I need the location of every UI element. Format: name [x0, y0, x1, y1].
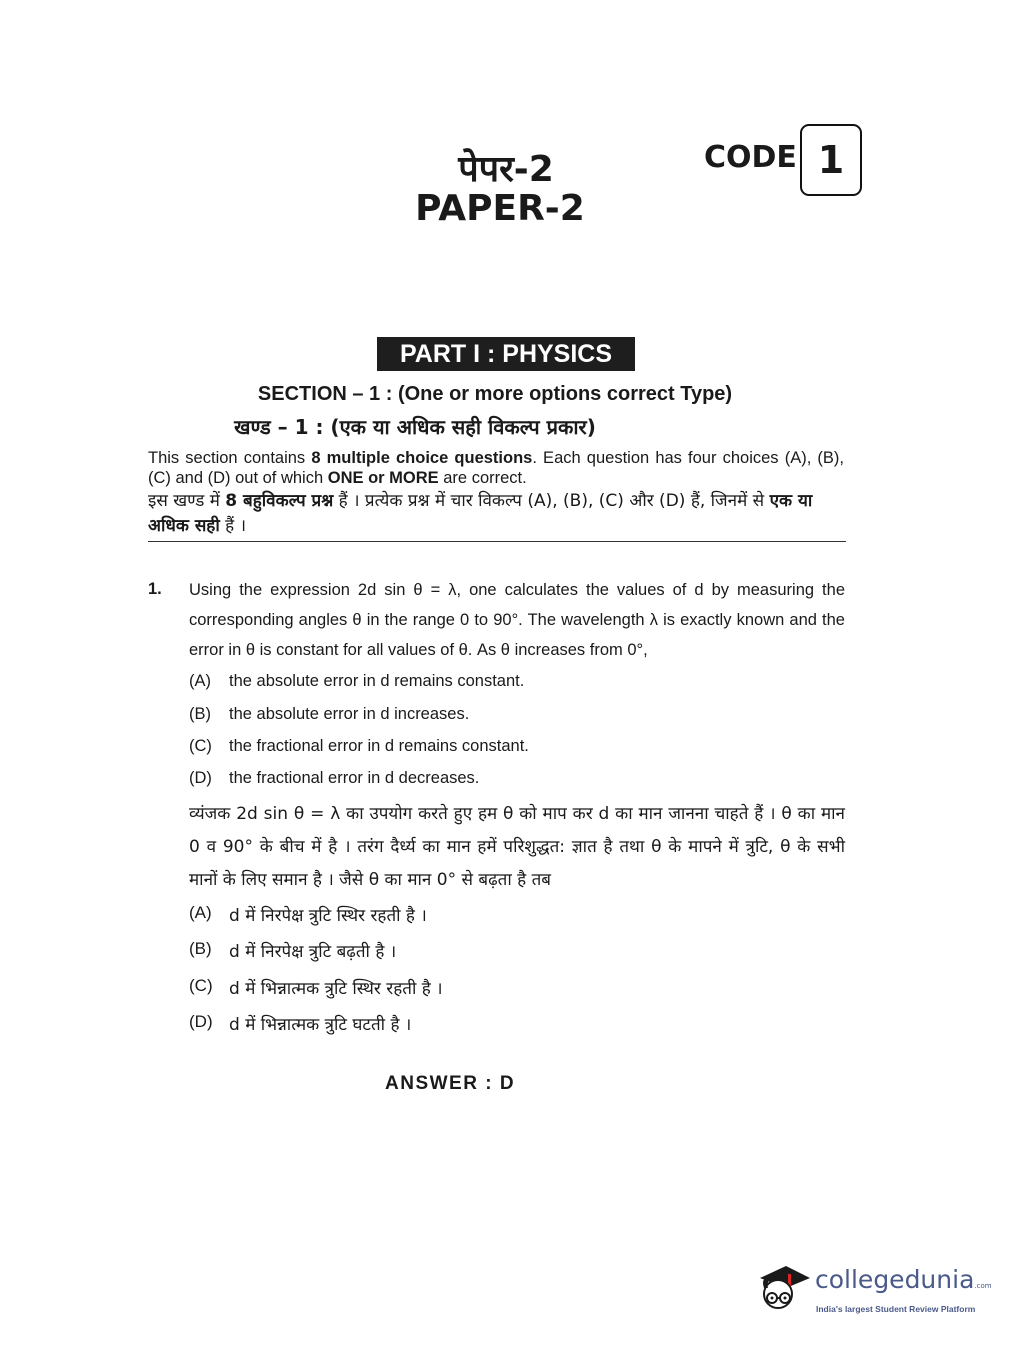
option-d [189, 769, 479, 788]
part-banner: PART I : PHYSICS [377, 337, 635, 371]
option-c-hindi [189, 976, 443, 999]
option-text: d में भिन्नात्मक त्रुटि स्थिर रहती है । [229, 979, 443, 999]
instructions-bold: 8 बहुविकल्प प्रश्न [225, 491, 334, 511]
option-label: (A) [189, 672, 211, 690]
watermark-name [815, 1265, 992, 1294]
section-divider [148, 541, 846, 542]
code-label: CODE [704, 140, 797, 175]
paper-title-english: PAPER-2 [415, 188, 585, 229]
option-b [189, 705, 469, 724]
section-heading-english: SECTION – 1 : (One or more options correct Type) [257, 383, 733, 405]
instructions-text: हैं । [219, 516, 247, 536]
option-a-hindi [189, 903, 427, 926]
option-text: d में निरपेक्ष त्रुटि स्थिर रहती है । [229, 906, 427, 926]
option-text: the fractional error in d decreases. [229, 769, 480, 787]
question-text-english: Using the expression 2d sin θ = λ, one calculates the values of d by measuring the corresponding angles θ in the range 0 to 90°. The wavelength λ is exactly known and the error in θ is constant for all values of θ. As θ increases from 0°, [189, 581, 845, 659]
option-label: (A) [189, 903, 212, 922]
answer: ANSWER : D [385, 1073, 516, 1094]
option-label: (D) [189, 1012, 213, 1031]
instructions-bold: एक या अधिक सही [148, 491, 813, 536]
watermark-tagline: India's largest Student Review Platform [816, 1304, 976, 1314]
option-label: (D) [189, 769, 212, 787]
instructions-text: हैं । प्रत्येक प्रश्न में चार विकल्प (A), (B), (C) और (D) हैं, जिनमें से [333, 491, 770, 511]
section-instructions-hindi [148, 489, 844, 539]
watermark-name-text: collegedunia [815, 1265, 975, 1294]
section-instructions-english [148, 448, 844, 488]
option-d-hindi [189, 1012, 411, 1035]
option-text: the absolute error in d remains constant. [229, 672, 525, 690]
code-value-box: 1 [800, 124, 862, 196]
option-label: (B) [189, 939, 212, 958]
question-number: 1. [148, 580, 162, 598]
option-c [189, 737, 529, 756]
option-text: the fractional error in d remains constant. [229, 737, 529, 755]
option-text: the absolute error in d increases. [229, 705, 470, 723]
watermark-suffix: .com [974, 1282, 992, 1290]
option-label: (C) [189, 737, 212, 755]
option-label: (B) [189, 705, 211, 723]
instructions-text: This section contains [148, 449, 312, 467]
section-heading-hindi: खण्ड – 1 : (एक या अधिक सही विकल्प प्रकार) [234, 415, 596, 439]
instructions-text: are correct. [438, 469, 527, 487]
question-text-hindi: व्यंजक 2d sin θ = λ का उपयोग करते हुए हम θ को माप कर d का मान जानना चाहते हैं । θ का मान 0 व 90° के बीच में है । तरंग दैर्ध्य का मान हमें परिशुद्धत: ज्ञात है तथा θ के मापने में त्रुटि, θ के सभी मानों के लिए समान है । जैसे θ का मान 0° से बढ़ता है तब [189, 804, 845, 890]
option-b-hindi [189, 939, 396, 962]
paper-title-hindi: पेपर-2 [458, 149, 554, 190]
instructions-bold: 8 multiple choice questions [311, 449, 533, 467]
instructions-bold: ONE or MORE [327, 469, 439, 487]
option-text: d में भिन्नात्मक त्रुटि घटती है । [229, 1015, 412, 1035]
option-label: (C) [189, 976, 213, 995]
instructions-text: . Each question has four choices (A), (B), (C) and (D) out of which [148, 449, 844, 487]
option-text: d में निरपेक्ष त्रुटि बढ़ती है । [229, 942, 397, 962]
collegedunia-logo-icon [752, 1258, 814, 1324]
option-a [189, 672, 524, 691]
instructions-text: इस खण्ड में [148, 491, 226, 511]
